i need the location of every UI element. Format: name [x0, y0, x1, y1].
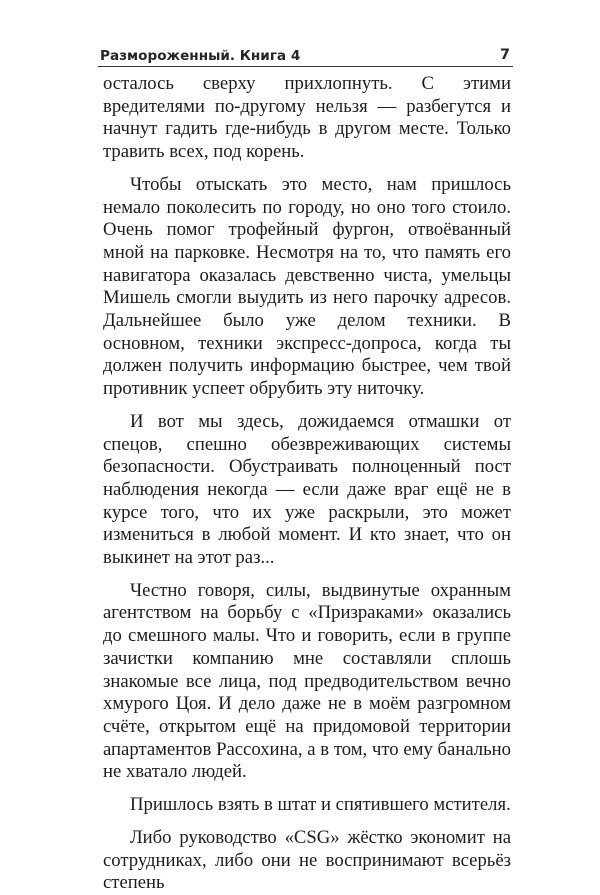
paragraph: Чтобы отыскать это место, нам пришлось немало поколесить по городу, но оно того стоило. Очень помог трофейный фургон, отвоёванный мной на парковке. Несмотря на то, что память его навигатора оказалась девственно чиста, умельцы Мишель смогли выудить из него парочку адресов. Дальнейшее было уже делом техники. В основном, техники экспресс-допроса, когда ты должен получить информацию быстрее, чем твой противник успеет обрубить эту ниточку. [103, 173, 511, 400]
paragraph: И вот мы здесь, дожидаемся отмашки от спецов, спешно обезвреживающих системы безопасности. Обустраивать полноценный пост наблюдения некогда — если даже враг ещё не в курсе того, что их уже раскрыли, это может измениться в любой момент. И кто знает, что он выкинет на этот раз... [103, 410, 511, 569]
page-number: 7 [499, 47, 510, 63]
paragraph: Пришлось взять в штат и спятившего мстителя. [130, 794, 511, 816]
paragraph: осталось сверху прихлопнуть. С этими вредителями по-другому нельзя — разбегутся и начнут гадить где-нибудь в другом месте. Только травить всех, под корень. [103, 73, 511, 163]
paragraph: Честно говоря, силы, выдвинутые охранным агентством на борьбу с «Призраками» оказались до смешного малы. Что и говорить, если в группе зачистки компанию мне составляли сплошь знакомые все лица, под предводительством вечно хмурого Цоя. И дело даже не в моём разгромном счёте, открытом ещё на придомовой территории апартаментов Рассохина, а в том, что ему банально не хватало людей. [103, 579, 511, 783]
book-title: Размороженный. Книга 4 [100, 48, 301, 64]
paragraph: Либо руководство «CSG» жёстко экономит на сотрудниках, либо они не воспринимают всерьёз степень [103, 826, 511, 894]
running-header [98, 38, 513, 67]
body-text [103, 73, 511, 895]
